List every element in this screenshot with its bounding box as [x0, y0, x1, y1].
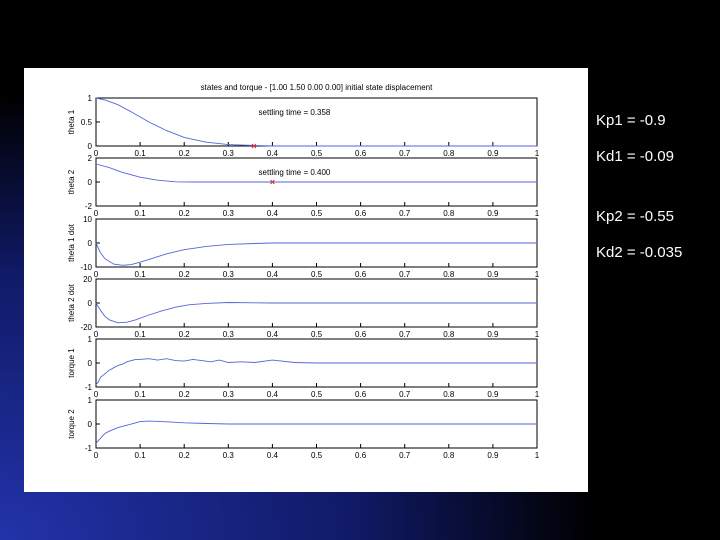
x-tick-label: 0.7 [399, 270, 411, 279]
y-tick-label: 0.5 [80, 118, 92, 127]
x-tick-label: 0.9 [487, 330, 499, 339]
x-tick-label: 0.3 [222, 270, 234, 279]
x-tick-label: 0.2 [178, 149, 190, 158]
y-tick-label: 0 [87, 239, 92, 248]
y-axis-label: torque 1 [67, 348, 76, 378]
x-tick-label: 0.4 [266, 209, 278, 218]
series-line-1-1 [96, 98, 537, 146]
x-tick-label: 0.7 [399, 149, 411, 158]
x-tick-label: 0.4 [266, 330, 278, 339]
series-line-5-1 [96, 359, 537, 385]
x-tick-label: 0.4 [266, 270, 278, 279]
x-tick-label: 0.3 [222, 390, 234, 399]
param-kd2: Kd2 = -0.035 [596, 244, 683, 261]
x-tick-label: 1 [534, 390, 540, 399]
x-tick-label: 0.1 [134, 149, 146, 158]
y-tick-label: 1 [87, 335, 92, 344]
x-tick-label: 0.7 [399, 330, 411, 339]
x-tick-label: 1 [534, 270, 540, 279]
y-tick-label: 1 [87, 396, 92, 405]
y-tick-label: 2 [87, 154, 92, 163]
x-tick-label: 1 [534, 149, 540, 158]
x-tick-label: 0.1 [134, 390, 146, 399]
x-tick-label: 0.9 [487, 149, 499, 158]
x-tick-label: 1 [534, 330, 540, 339]
param-kp1: Kp1 = -0.9 [596, 112, 666, 129]
y-axis-label: theta 1 dot [67, 224, 76, 262]
x-tick-label: 0.7 [399, 209, 411, 218]
y-tick-label: 10 [83, 215, 92, 224]
x-tick-label: 0.8 [443, 149, 455, 158]
subplots-figure [24, 68, 588, 492]
x-tick-label: 0.2 [178, 390, 190, 399]
series-line-4-1 [96, 303, 537, 323]
x-tick-label: 0.2 [178, 209, 190, 218]
series-line-3-1 [96, 243, 537, 265]
x-tick-label: 0.7 [399, 390, 411, 399]
figure-panel [24, 68, 588, 492]
y-tick-label: 1 [87, 94, 92, 103]
x-tick-label: 0.9 [487, 390, 499, 399]
y-tick-label: 0 [87, 299, 92, 308]
x-tick-label: 0.8 [443, 330, 455, 339]
x-tick-label: 0.7 [399, 451, 411, 460]
x-tick-label: 0 [93, 451, 99, 460]
series-line-6-1 [96, 421, 537, 443]
y-tick-label: 20 [83, 275, 92, 284]
x-tick-label: 0.6 [355, 390, 367, 399]
y-axis-label: torque 2 [67, 409, 76, 439]
x-tick-label: 0.4 [266, 149, 278, 158]
x-tick-label: 0.3 [222, 209, 234, 218]
x-tick-label: 0.6 [355, 451, 367, 460]
x-tick-label: 0.3 [222, 451, 234, 460]
y-tick-label: 0 [87, 420, 92, 429]
param-kd1: Kd1 = -0.09 [596, 148, 674, 165]
y-axis-label: theta 2 [67, 169, 76, 195]
x-tick-label: 0.1 [134, 209, 146, 218]
x-tick-label: 0.9 [487, 270, 499, 279]
y-tick-label: -1 [84, 444, 92, 453]
x-tick-label: 0.1 [134, 451, 146, 460]
x-tick-label: 0.5 [310, 390, 323, 399]
y-tick-label: -10 [80, 263, 92, 272]
y-tick-label: -20 [80, 323, 92, 332]
x-tick-label: 0.8 [443, 390, 455, 399]
x-tick-label: 0.5 [310, 451, 323, 460]
x-tick-label: 0.9 [487, 451, 499, 460]
axes-frame-1 [96, 98, 537, 146]
x-tick-label: 0.8 [443, 270, 455, 279]
x-tick-label: 0.4 [266, 390, 278, 399]
settling-time-annotation: settling time = 0.400 [258, 167, 331, 177]
y-axis-label: theta 1 [67, 109, 76, 135]
x-tick-label: 0.5 [310, 149, 323, 158]
y-tick-label: 0 [87, 178, 92, 187]
y-tick-label: -2 [84, 202, 92, 211]
x-tick-label: 0.6 [355, 330, 367, 339]
x-tick-label: 0.6 [355, 149, 367, 158]
x-tick-label: 0.1 [134, 270, 146, 279]
x-tick-label: 0.5 [310, 270, 323, 279]
x-tick-label: 0 [93, 270, 99, 279]
x-tick-label: 0.2 [178, 451, 190, 460]
x-tick-label: 0 [93, 149, 99, 158]
y-axis-label: theta 2 dot [67, 284, 76, 322]
x-tick-label: 0.4 [266, 451, 278, 460]
y-tick-label: 0 [87, 142, 92, 151]
x-tick-label: 0 [93, 209, 99, 218]
x-tick-label: 0.9 [487, 209, 499, 218]
x-tick-label: 0.6 [355, 270, 367, 279]
settling-time-annotation: settling time = 0.358 [258, 107, 331, 117]
x-tick-label: 0 [93, 330, 99, 339]
x-tick-label: 0.1 [134, 330, 146, 339]
x-tick-label: 0.8 [443, 209, 455, 218]
x-tick-label: 0.2 [178, 330, 190, 339]
x-tick-label: 0.2 [178, 270, 190, 279]
x-tick-label: 0.5 [310, 209, 323, 218]
param-kp2: Kp2 = -0.55 [596, 208, 674, 225]
x-tick-label: 0.3 [222, 330, 234, 339]
x-tick-label: 0.3 [222, 149, 234, 158]
x-tick-label: 0.6 [355, 209, 367, 218]
x-tick-label: 0 [93, 390, 99, 399]
y-tick-label: -1 [84, 383, 92, 392]
x-tick-label: 1 [534, 209, 540, 218]
x-tick-label: 1 [534, 451, 540, 460]
chart-title: states and torque - [1.00 1.50 0.00 0.00] initial state displacement [200, 83, 433, 92]
x-tick-label: 0.5 [310, 330, 323, 339]
x-tick-label: 0.8 [443, 451, 455, 460]
y-tick-label: 0 [87, 359, 92, 368]
